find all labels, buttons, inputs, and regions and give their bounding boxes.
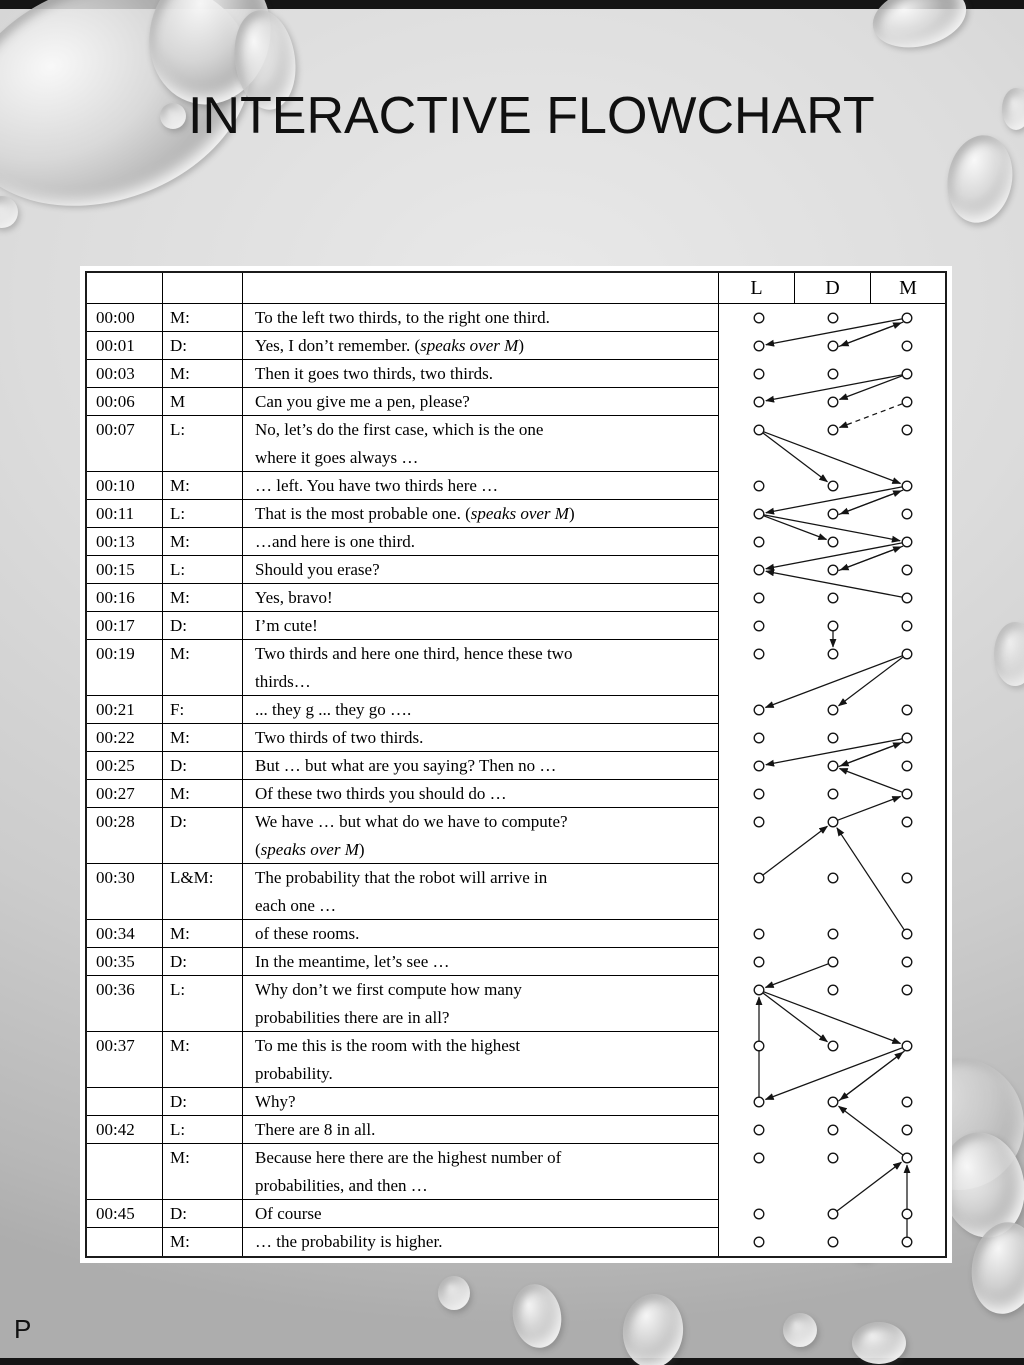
gaze-node [754,313,764,323]
gaze-arrow [763,433,827,482]
gaze-arrow [839,547,902,571]
gaze-node [754,649,764,659]
table-header-row [87,273,945,304]
utterance-cell: But … but what are you saying? Then no … [243,752,719,780]
gaze-node [754,425,764,435]
speaker-cell: L&M: [163,864,243,920]
transcript-table-panel [80,266,952,1263]
gaze-node [828,761,838,771]
time-cell: 00:10 [87,472,163,500]
time-cell: 00:03 [87,360,163,388]
gaze-arrow [766,1048,903,1100]
utterance-cell: Why? [243,1088,719,1116]
gaze-diagram [719,304,945,1256]
bubble-decoration [994,622,1024,686]
speaker-cell: M: [163,1144,243,1200]
time-cell: 00:25 [87,752,163,780]
gaze-node [902,1153,912,1163]
gaze-node [828,565,838,575]
gaze-node [828,369,838,379]
gaze-header-D: D [795,273,871,303]
gaze-node [902,1097,912,1107]
speaker-cell: D: [163,1088,243,1116]
bubble-decoration [508,1280,566,1351]
time-cell: 00:07 [87,416,163,472]
gaze-arrow [838,797,901,821]
speaker-cell: M: [163,640,243,696]
utterance-cell: Two thirds and here one third, hence these two thirds… [243,640,719,696]
footer-label: P [14,1314,32,1344]
gaze-node [828,873,838,883]
time-cell: 00:35 [87,948,163,976]
gaze-node [828,397,838,407]
gaze-node [828,929,838,939]
gaze-node [902,369,912,379]
time-cell: 00:16 [87,584,163,612]
gaze-node [754,817,764,827]
gaze-node [754,509,764,519]
gaze-node [828,1097,838,1107]
gaze-node [902,817,912,827]
utterance-cell: ... they g ... they go …. [243,696,719,724]
speaker-cell: M: [163,584,243,612]
utterance-cell: Should you erase? [243,556,719,584]
time-cell: 00:19 [87,640,163,696]
gaze-node [828,481,838,491]
time-cell: 00:45 [87,1200,163,1228]
gaze-node [754,537,764,547]
speaker-cell: L: [163,1116,243,1144]
gaze-arrow [839,491,902,515]
gaze-node [828,1237,838,1247]
speaker-cell: M: [163,528,243,556]
gaze-node [902,565,912,575]
gaze-node [902,873,912,883]
gaze-arrow [839,657,903,706]
utterance-cell: There are 8 in all. [243,1116,719,1144]
time-cell: 00:27 [87,780,163,808]
gaze-arrow [837,828,904,930]
utterance-cell: … left. You have two thirds here … [243,472,719,500]
gaze-node [828,425,838,435]
gaze-node [828,1209,838,1219]
utterance-cell: … the probability is higher. [243,1228,719,1256]
gaze-node [902,425,912,435]
speaker-cell: M: [163,920,243,948]
gaze-node [754,369,764,379]
gaze-arrow [840,769,903,793]
gaze-node [754,985,764,995]
gaze-arrow [840,376,903,400]
time-header-cell [87,273,163,303]
gaze-node [754,1237,764,1247]
bubble-decoration [941,130,1019,228]
gaze-node [902,313,912,323]
table-body [87,304,945,1256]
gaze-arrow [839,1106,903,1155]
gaze-node [828,593,838,603]
gaze-node [828,733,838,743]
gaze-node [902,481,912,491]
gaze-node [902,789,912,799]
time-cell: 00:13 [87,528,163,556]
gaze-node [902,649,912,659]
gaze-node [754,1041,764,1051]
page-title: INTERACTIVE FLOWCHART [188,87,875,145]
gaze-node [828,537,838,547]
speaker-cell: M [163,388,243,416]
speaker-cell: M: [163,1032,243,1088]
gaze-header-M: M [899,276,917,299]
utterance-cell: To the left two thirds, to the right one third. [243,304,719,332]
gaze-node [828,509,838,519]
bubble-decoration [160,103,186,129]
speaker-cell: D: [163,948,243,976]
gaze-node [754,593,764,603]
gaze-node [902,593,912,603]
utterance-cell: No, let’s do the first case, which is the one where it goes always … [243,416,719,472]
gaze-node [754,789,764,799]
gaze-node [902,733,912,743]
gaze-node [754,1097,764,1107]
utterance-cell: To me this is the room with the highest probability. [243,1032,719,1088]
gaze-arrow [763,826,827,875]
speaker-cell: D: [163,612,243,640]
time-cell: 00:37 [87,1032,163,1088]
time-cell: 00:11 [87,500,163,528]
speaker-cell: M: [163,780,243,808]
time-cell: 00:22 [87,724,163,752]
gaze-node [754,1125,764,1135]
gaze-node [754,1153,764,1163]
gaze-node [754,481,764,491]
gaze-node [902,537,912,547]
gaze-node [902,621,912,631]
time-cell: 00:28 [87,808,163,864]
gaze-arrow [839,743,902,767]
speaker-cell: M: [163,304,243,332]
speaker-cell: L: [163,500,243,528]
speaker-cell: L: [163,416,243,472]
gaze-node [828,957,838,967]
gaze-node [828,985,838,995]
gaze-node [902,1237,912,1247]
gaze-node [828,789,838,799]
gaze-header-L: L [719,273,795,303]
speaker-cell: D: [163,752,243,780]
gaze-node [754,705,764,715]
bubble-decoration [0,196,18,228]
gaze-node [828,817,838,827]
utterance-cell: Two thirds of two thirds. [243,724,719,752]
gaze-node [902,761,912,771]
speaker-cell: M: [163,724,243,752]
gaze-node [902,509,912,519]
gaze-arrow [840,404,903,428]
gaze-node [902,929,912,939]
utterance-cell: of these rooms. [243,920,719,948]
time-cell [87,1088,163,1116]
gaze-node [902,397,912,407]
utterance-cell: I’m cute! [243,612,719,640]
gaze-node [902,1125,912,1135]
gaze-node [902,985,912,995]
gaze-arrow [764,432,901,484]
gaze-node [754,1209,764,1219]
utterance-cell: …and here is one third. [243,528,719,556]
utterance-cell: That is the most probable one. (speaks over M) [243,500,719,528]
utterance-cell: Why don’t we first compute how many probabilities there are in all? [243,976,719,1032]
time-cell: 00:00 [87,304,163,332]
time-cell: 00:15 [87,556,163,584]
speaker-cell: D: [163,1200,243,1228]
utterance-cell: Because here there are the highest number of probabilities, and then … [243,1144,719,1200]
speaker-header-cell [163,273,243,303]
gaze-arrow [766,656,903,708]
gaze-node [902,1209,912,1219]
bubble-decoration [1002,88,1024,130]
gaze-arrow [837,1162,901,1211]
gaze-node [754,565,764,575]
speaker-cell: L: [163,556,243,584]
bubble-decoration [619,1291,686,1365]
gaze-node [754,621,764,631]
gaze-node [828,621,838,631]
utterance-cell: We have … but what do we have to compute? (speaks over M) [243,808,719,864]
gaze-node [828,341,838,351]
utterance-cell: In the meantime, let’s see … [243,948,719,976]
time-cell: 00:06 [87,388,163,416]
bubble-decoration [438,1276,470,1310]
time-cell: 00:30 [87,864,163,920]
gaze-node [828,1153,838,1163]
gaze-arrow [764,516,827,540]
gaze-node [754,761,764,771]
bubble-decoration [783,1313,817,1347]
time-cell [87,1144,163,1200]
utterance-cell: Can you give me a pen, please? [243,388,719,416]
transcript-table [85,271,947,1258]
speaker-cell: D: [163,332,243,360]
speaker-cell: M: [163,1228,243,1256]
time-cell: 00:34 [87,920,163,948]
gaze-node [754,397,764,407]
gaze-node [754,929,764,939]
speaker-cell: L: [163,976,243,1032]
utterance-cell: The probability that the robot will arrive in each one … [243,864,719,920]
time-cell: 00:36 [87,976,163,1032]
utterance-cell: Yes, bravo! [243,584,719,612]
bubble-decoration [852,1322,906,1364]
gaze-node [754,873,764,883]
utterance-cell: Of these two thirds you should do … [243,780,719,808]
speaker-cell: M: [163,360,243,388]
gaze-node [828,649,838,659]
gaze-arrow [763,993,827,1042]
bubble-decoration [866,0,972,57]
speaker-cell: M: [163,472,243,500]
gaze-node [902,705,912,715]
gaze-node [828,1041,838,1051]
utterance-cell: Of course [243,1200,719,1228]
time-cell: 00:21 [87,696,163,724]
gaze-arrow [766,964,829,988]
gaze-node [902,341,912,351]
utterance-cell: Then it goes two thirds, two thirds. [243,360,719,388]
utterance-header-cell [243,273,719,303]
time-cell: 00:01 [87,332,163,360]
gaze-node [902,1041,912,1051]
speaker-cell: F: [163,696,243,724]
gaze-node [754,341,764,351]
gaze-node [828,705,838,715]
gaze-arrow [839,323,902,347]
gaze-node [828,1125,838,1135]
time-cell: 00:42 [87,1116,163,1144]
time-cell: 00:17 [87,612,163,640]
gaze-arrow [764,992,901,1044]
gaze-node [828,313,838,323]
time-cell [87,1228,163,1256]
utterance-cell: Yes, I don’t remember. (speaks over M) [243,332,719,360]
speaker-cell: D: [163,808,243,864]
gaze-node [754,957,764,967]
gaze-node [902,957,912,967]
gaze-node [754,733,764,743]
